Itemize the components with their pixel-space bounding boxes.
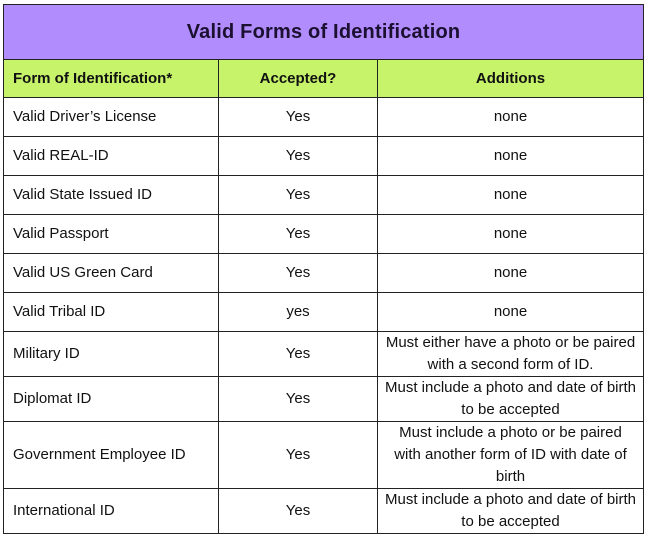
column-header-additions: Additions	[378, 60, 644, 98]
cell-form: International ID	[4, 489, 219, 534]
title-row	[4, 5, 644, 60]
cell-form: Valid Passport	[4, 215, 219, 254]
cell-additions: none	[378, 137, 644, 176]
table-row	[4, 215, 644, 254]
cell-additions: Must either have a photo or be paired with a second form of ID.	[378, 332, 644, 377]
table-row	[4, 332, 644, 377]
table-row	[4, 489, 644, 534]
cell-accepted: Yes	[219, 489, 378, 534]
cell-accepted: Yes	[219, 332, 378, 377]
cell-additions: Must include a photo or be paired with another form of ID with date of birth	[378, 422, 644, 489]
table-row	[4, 422, 644, 489]
cell-additions: none	[378, 254, 644, 293]
table-row	[4, 176, 644, 215]
cell-additions: Must include a photo and date of birth to be accepted	[378, 489, 644, 534]
cell-form: Diplomat ID	[4, 377, 219, 422]
cell-accepted: Yes	[219, 137, 378, 176]
cell-form: Valid US Green Card	[4, 254, 219, 293]
cell-additions: Must include a photo and date of birth to be accepted	[378, 377, 644, 422]
cell-accepted: Yes	[219, 422, 378, 489]
cell-form: Valid REAL-ID	[4, 137, 219, 176]
cell-form: Government Employee ID	[4, 422, 219, 489]
cell-accepted: Yes	[219, 254, 378, 293]
cell-form: Valid Driver’s License	[4, 98, 219, 137]
cell-accepted: Yes	[219, 377, 378, 422]
cell-additions: none	[378, 176, 644, 215]
cell-accepted: Yes	[219, 98, 378, 137]
header-row	[4, 60, 644, 98]
cell-form: Valid Tribal ID	[4, 293, 219, 332]
table-row	[4, 377, 644, 422]
cell-accepted: yes	[219, 293, 378, 332]
table-row	[4, 98, 644, 137]
column-header-accepted: Accepted?	[219, 60, 378, 98]
cell-additions: none	[378, 293, 644, 332]
cell-accepted: Yes	[219, 215, 378, 254]
table-row	[4, 293, 644, 332]
cell-accepted: Yes	[219, 176, 378, 215]
table-row	[4, 137, 644, 176]
cell-form: Military ID	[4, 332, 219, 377]
column-header-form: Form of Identification*	[4, 60, 219, 98]
table-row	[4, 254, 644, 293]
id-table-container	[3, 4, 643, 534]
identification-table	[3, 4, 644, 534]
table-title: Valid Forms of Identification	[4, 5, 644, 60]
cell-additions: none	[378, 98, 644, 137]
cell-form: Valid State Issued ID	[4, 176, 219, 215]
cell-additions: none	[378, 215, 644, 254]
